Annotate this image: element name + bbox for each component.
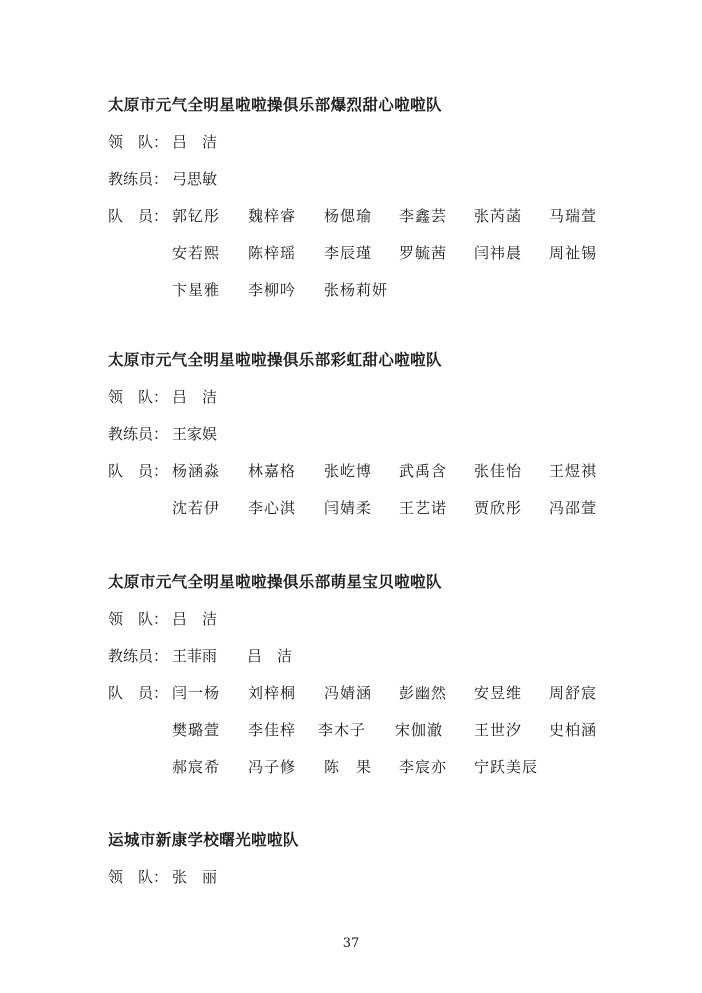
member-name: 宁跃美辰	[474, 758, 539, 776]
member-name: 冯婧涵	[324, 684, 373, 702]
member-name: 闫一杨	[172, 684, 221, 702]
leader-label: 领 队：	[108, 388, 169, 406]
member-name: 张佳怡	[474, 462, 523, 480]
member-name: 贾欣彤	[474, 499, 523, 517]
coach-name: 王家娱	[172, 425, 218, 443]
member-name: 彭幽然	[399, 684, 448, 702]
leader-name: 吕 洁	[172, 610, 218, 628]
leader-row	[108, 609, 628, 629]
member-name: 王艺诺	[399, 499, 448, 517]
member-row	[108, 280, 628, 300]
team-section	[108, 350, 628, 518]
member-name: 宋伽澈	[395, 721, 444, 739]
coach-name: 弓思敏	[172, 170, 218, 188]
member-name: 卞星雅	[172, 281, 221, 299]
coach-label: 教练员：	[108, 425, 169, 443]
leader-row	[108, 867, 628, 887]
members-label: 队 员：	[108, 462, 169, 480]
member-row	[108, 498, 628, 518]
team-title: 太原市元气全明星啦啦操俱乐部萌星宝贝啦啦队	[108, 573, 442, 591]
coach-name: 王菲雨 吕 洁	[172, 647, 293, 665]
member-name: 李木子	[318, 721, 367, 739]
leader-row	[108, 132, 628, 152]
member-name: 张芮菡	[474, 207, 523, 225]
member-name: 闫婧柔	[324, 499, 373, 517]
member-name: 陈 果	[324, 758, 373, 776]
leader-row	[108, 387, 628, 407]
member-name: 李鑫芸	[399, 207, 448, 225]
member-name: 史柏涵	[549, 721, 598, 739]
member-name: 王煜祺	[549, 462, 598, 480]
member-name: 冯子修	[248, 758, 297, 776]
leader-label: 领 队：	[108, 868, 169, 886]
member-name: 樊璐萱	[172, 721, 221, 739]
member-name: 武禹含	[399, 462, 448, 480]
member-name: 张杨莉妍	[324, 281, 389, 299]
team-section	[108, 830, 628, 887]
team-title: 太原市元气全明星啦啦操俱乐部爆烈甜心啦啦队	[108, 96, 442, 114]
member-name: 沈若伊	[172, 499, 221, 517]
coach-row	[108, 646, 628, 666]
member-row	[108, 461, 628, 481]
member-name: 周祉锡	[549, 244, 598, 262]
member-name: 陈梓瑶	[248, 244, 297, 262]
member-name: 林嘉格	[248, 462, 297, 480]
member-name: 安若熙	[172, 244, 221, 262]
member-name: 冯邵萱	[549, 499, 598, 517]
coach-row	[108, 169, 628, 189]
member-name: 周舒宸	[549, 684, 598, 702]
team-section	[108, 572, 628, 777]
member-name: 魏梓睿	[248, 207, 297, 225]
leader-name: 张 丽	[172, 868, 218, 886]
member-name: 刘梓桐	[248, 684, 297, 702]
members-label: 队 员：	[108, 207, 169, 225]
member-name: 李宸亦	[399, 758, 448, 776]
member-name: 杨涵淼	[172, 462, 221, 480]
page-number: 37	[342, 936, 360, 951]
member-name: 王世汐	[474, 721, 523, 739]
member-name: 郭钇彤	[172, 207, 221, 225]
member-name: 李柳吟	[248, 281, 297, 299]
member-name: 安昱维	[474, 684, 523, 702]
member-row	[108, 206, 628, 226]
member-row	[108, 243, 628, 263]
team-title: 运城市新康学校曙光啦啦队	[108, 831, 299, 849]
coach-row	[108, 424, 628, 444]
team-section	[108, 95, 628, 300]
member-name: 李辰瑾	[324, 244, 373, 262]
coach-label: 教练员：	[108, 647, 169, 665]
member-row	[108, 757, 628, 777]
team-title: 太原市元气全明星啦啦操俱乐部彩虹甜心啦啦队	[108, 351, 442, 369]
member-row	[108, 720, 628, 740]
member-name: 马瑞萱	[549, 207, 598, 225]
member-name: 杨偲瑜	[324, 207, 373, 225]
member-name: 张屹博	[324, 462, 373, 480]
coach-label: 教练员：	[108, 170, 169, 188]
leader-label: 领 队：	[108, 133, 169, 151]
members-label: 队 员：	[108, 684, 169, 702]
member-name: 李心淇	[248, 499, 297, 517]
member-name: 郝宸希	[172, 758, 221, 776]
member-row	[108, 683, 628, 703]
member-name: 闫祎晨	[474, 244, 523, 262]
member-name: 罗毓茜	[399, 244, 448, 262]
leader-name: 吕 洁	[172, 133, 218, 151]
leader-name: 吕 洁	[172, 388, 218, 406]
member-name: 李佳梓	[248, 721, 297, 739]
leader-label: 领 队：	[108, 610, 169, 628]
